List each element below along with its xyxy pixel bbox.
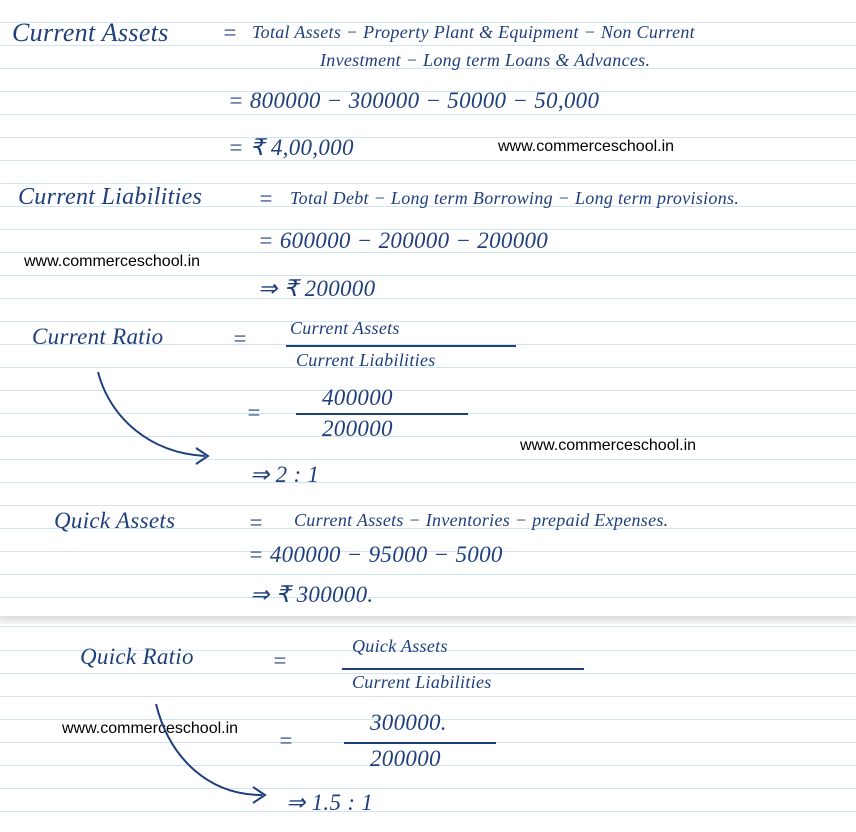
current-assets-result: = ₹ 4,00,000	[228, 135, 354, 160]
quick-ratio-numerator: Quick Assets	[352, 636, 448, 656]
watermark: www.commerceschool.in	[62, 720, 239, 737]
current-assets-label: Current Assets	[12, 18, 169, 47]
current-ratio-num-value: 400000	[322, 385, 393, 410]
quick-assets-step: = 400000 − 95000 − 5000	[248, 542, 503, 567]
watermark: www.commerceschool.in	[24, 253, 201, 270]
arrow-icon	[90, 368, 220, 468]
watermark: www.commerceschool.in	[520, 437, 697, 454]
equals-sign: =	[222, 20, 238, 45]
quick-ratio-num-value: 300000.	[370, 710, 447, 735]
equals-sign: =	[258, 186, 274, 211]
equals-sign: =	[246, 400, 262, 425]
equals-sign: =	[232, 326, 248, 351]
current-ratio-denominator: Current Liabilities	[296, 350, 436, 370]
watermark: www.commerceschool.in	[498, 138, 675, 155]
quick-assets-label: Quick Assets	[54, 508, 176, 533]
fraction-bar	[296, 413, 468, 415]
quick-ratio-den-value: 200000	[370, 746, 441, 771]
fraction-bar	[342, 668, 584, 670]
current-ratio-den-value: 200000	[322, 416, 393, 441]
current-liabilities-step: = 600000 − 200000 − 200000	[258, 228, 549, 253]
quick-ratio-result: ⇒ 1.5 : 1	[286, 790, 374, 815]
quick-assets-formula: Current Assets − Inventories − prepaid Expenses.	[294, 510, 669, 530]
fraction-bar	[344, 742, 496, 744]
equals-sign: =	[278, 728, 294, 753]
current-assets-step: = 800000 − 300000 − 50000 − 50,000	[228, 88, 600, 113]
current-liabilities-label: Current Liabilities	[18, 184, 203, 210]
current-assets-formula-line1: Total Assets − Property Plant & Equipment − Non Current	[252, 22, 695, 42]
current-ratio-numerator: Current Assets	[290, 318, 400, 338]
quick-assets-result: ⇒ ₹ 300000.	[250, 582, 374, 607]
equals-sign: =	[248, 510, 264, 535]
current-assets-formula-line2: Investment − Long term Loans & Advances.	[320, 50, 651, 70]
fraction-bar	[286, 345, 516, 347]
quick-ratio-label: Quick Ratio	[80, 644, 194, 669]
current-ratio-label: Current Ratio	[32, 324, 164, 349]
quick-ratio-denominator: Current Liabilities	[352, 672, 492, 692]
equals-sign: =	[272, 648, 288, 673]
current-liabilities-result: ⇒ ₹ 200000	[258, 276, 376, 301]
arrow-icon	[150, 700, 280, 810]
current-ratio-result: ⇒ 2 : 1	[250, 462, 320, 487]
current-liabilities-formula: Total Debt − Long term Borrowing − Long term provisions.	[290, 188, 740, 208]
